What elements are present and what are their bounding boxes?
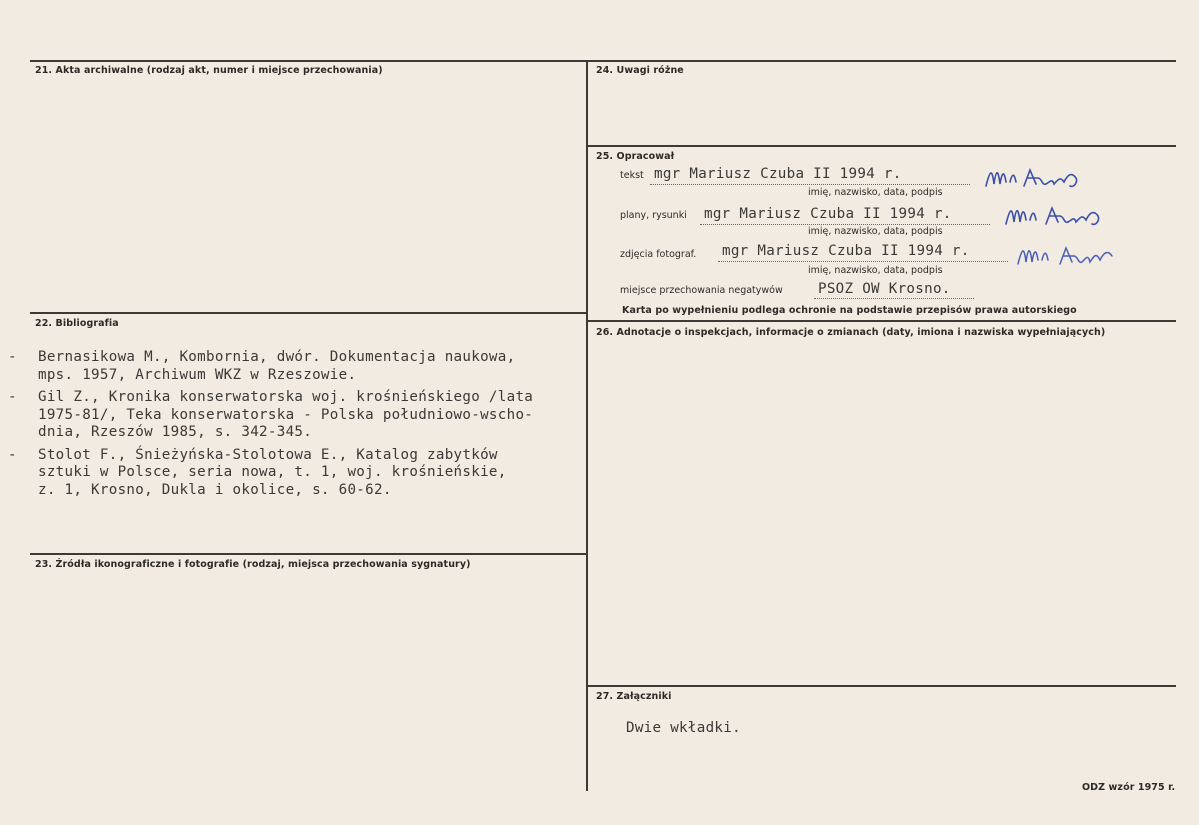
zdjecia-line	[718, 261, 1008, 262]
plany-label: plany, rysunki	[620, 210, 687, 221]
entry-line: mps. 1957, Archiwum WKZ w Rzeszowie.	[38, 366, 357, 383]
rule-21-22	[30, 312, 586, 314]
section-23-heading: 23. Źródła ikonograficzne i fotografie (rodzaj, miejsca przechowania sygnatury)	[35, 559, 471, 570]
negatywy-label: miejsce przechowania negatywów	[620, 285, 783, 296]
plany-line	[700, 224, 990, 225]
tekst-label: tekst	[620, 170, 644, 181]
tekst-line	[650, 184, 970, 185]
section-24-heading: 24. Uwagi różne	[596, 65, 684, 76]
section-25-heading: 25. Opracował	[596, 151, 675, 162]
form-footer: ODZ wzór 1975 r.	[1082, 782, 1176, 793]
entry-dash: -	[8, 389, 17, 405]
rule-22-23	[30, 553, 586, 555]
plany-value: mgr Mariusz Czuba II 1994 r.	[704, 206, 952, 222]
copyright-notice: Karta po wypełnieniu podlega ochronie na podstawie przepisów prawa autorskiego	[622, 305, 1077, 316]
negatywy-value: PSOZ OW Krosno.	[818, 281, 951, 297]
rule-25-26	[588, 320, 1176, 322]
entry-dash: -	[8, 446, 17, 463]
tekst-caption: imię, nazwisko, data, podpis	[808, 187, 943, 198]
rule-26-27	[588, 685, 1176, 687]
entry-dash: -	[8, 349, 17, 365]
signature-tekst	[980, 160, 1090, 192]
entry-line: Bernasikowa M., Kombornia, dwór. Dokumentacja naukowa,	[38, 349, 516, 365]
plany-caption: imię, nazwisko, data, podpis	[808, 226, 943, 237]
bibliography-entry	[8, 349, 533, 384]
zdjecia-caption: imię, nazwisko, data, podpis	[808, 265, 943, 276]
section-22-heading: 22. Bibliografia	[35, 318, 119, 329]
signature-plany	[1000, 198, 1110, 230]
tekst-value: mgr Mariusz Czuba II 1994 r.	[654, 166, 902, 182]
entry-line: sztuki w Polsce, seria nowa, t. 1, woj. krośnieńskie,	[38, 464, 507, 480]
center-divider	[586, 60, 588, 791]
attachments-value: Dwie wkładki.	[626, 720, 741, 736]
bibliography-entry	[8, 389, 533, 442]
top-rule	[30, 60, 1176, 62]
bibliography-list	[8, 349, 533, 504]
zdjecia-value: mgr Mariusz Czuba II 1994 r.	[722, 243, 970, 259]
entry-line: Stolot F., Śnieżyńska-Stolotowa E., Katalog zabytków	[38, 446, 498, 463]
section-27-heading: 27. Załączniki	[596, 691, 672, 702]
zdjecia-label: zdjęcia fotograf.	[620, 249, 697, 260]
entry-line: Gil Z., Kronika konserwatorska woj. krośnieńskiego /lata	[38, 389, 534, 405]
entry-line: dnia, Rzeszów 1985, s. 342-345.	[38, 424, 313, 440]
bibliography-entry	[8, 447, 533, 500]
rule-24-25	[588, 145, 1176, 147]
section-26-heading: 26. Adnotacje o inspekcjach, informacje o zmianach (daty, imiona i nazwiska wypełniających)	[596, 327, 1106, 338]
negatywy-line	[814, 298, 974, 299]
signature-zdjecia	[1012, 236, 1122, 270]
section-21-heading: 21. Akta archiwalne (rodzaj akt, numer i miejsce przechowania)	[35, 65, 383, 76]
entry-line: 1975-81/, Teka konserwatorska - Polska południowo-wscho-	[38, 406, 534, 423]
entry-line: z. 1, Krosno, Dukla i okolice, s. 60-62.	[38, 481, 392, 498]
